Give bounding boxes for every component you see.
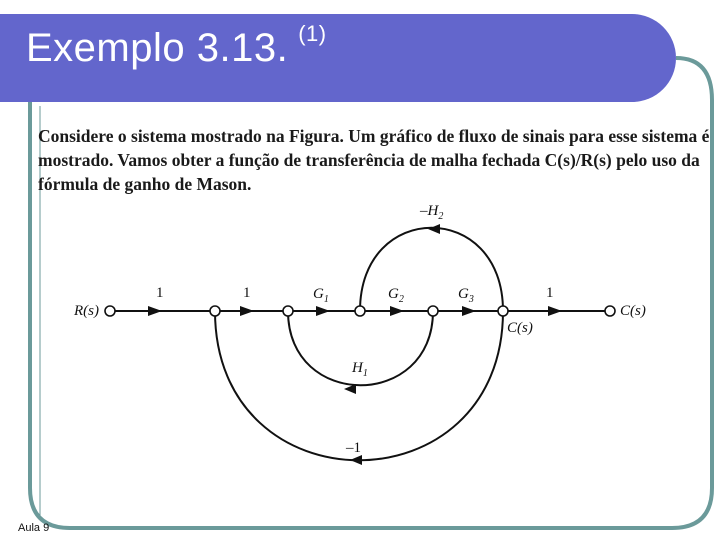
label-input: R(s) <box>74 303 99 319</box>
gain-g1: $G_1$ <box>313 286 329 305</box>
intro-text: Considere o sistema mostrado na Figura. Um gráfico de fluxo de sinais para esse sistema é mostrado. Vamos obter a função de transferência de malha fechada C(s)/R(s) pelo uso da fórmula de ganho de Mason. <box>38 126 710 194</box>
arrow-r-1 <box>148 306 162 316</box>
gain-r-1: 1 <box>156 285 164 301</box>
node-3 <box>355 306 365 316</box>
gain-g3: $G_3$ <box>458 286 474 305</box>
loop-h2 <box>360 228 503 311</box>
gain-out: 1 <box>546 285 554 301</box>
arrow-h2 <box>428 224 440 234</box>
node-5 <box>498 306 508 316</box>
gain-g2: $G_2$ <box>388 286 404 305</box>
arrow-g2 <box>390 306 404 316</box>
label-unity: –1 <box>346 440 361 456</box>
node-2 <box>283 306 293 316</box>
title-superscript: (1) <box>298 20 327 46</box>
arrow-g3 <box>462 306 476 316</box>
arrow-1-1 <box>240 306 254 316</box>
node-1 <box>210 306 220 316</box>
node-c <box>605 306 615 316</box>
node-r <box>105 306 115 316</box>
label-output: C(s) <box>620 303 646 319</box>
arrow-g1 <box>316 306 330 316</box>
node-4 <box>428 306 438 316</box>
arrow-unity <box>350 455 362 465</box>
label-output-tap: C(s) <box>507 320 533 336</box>
slide-title: Exemplo 3.13. $^{(1)}$ <box>26 20 327 70</box>
label-h2: $-H_2$ <box>420 203 444 222</box>
label-h1: $H_1$ <box>352 360 368 379</box>
footer-label: Aula 9 <box>18 522 50 534</box>
arrow-out <box>548 306 562 316</box>
gain-1: 1 <box>243 285 251 301</box>
